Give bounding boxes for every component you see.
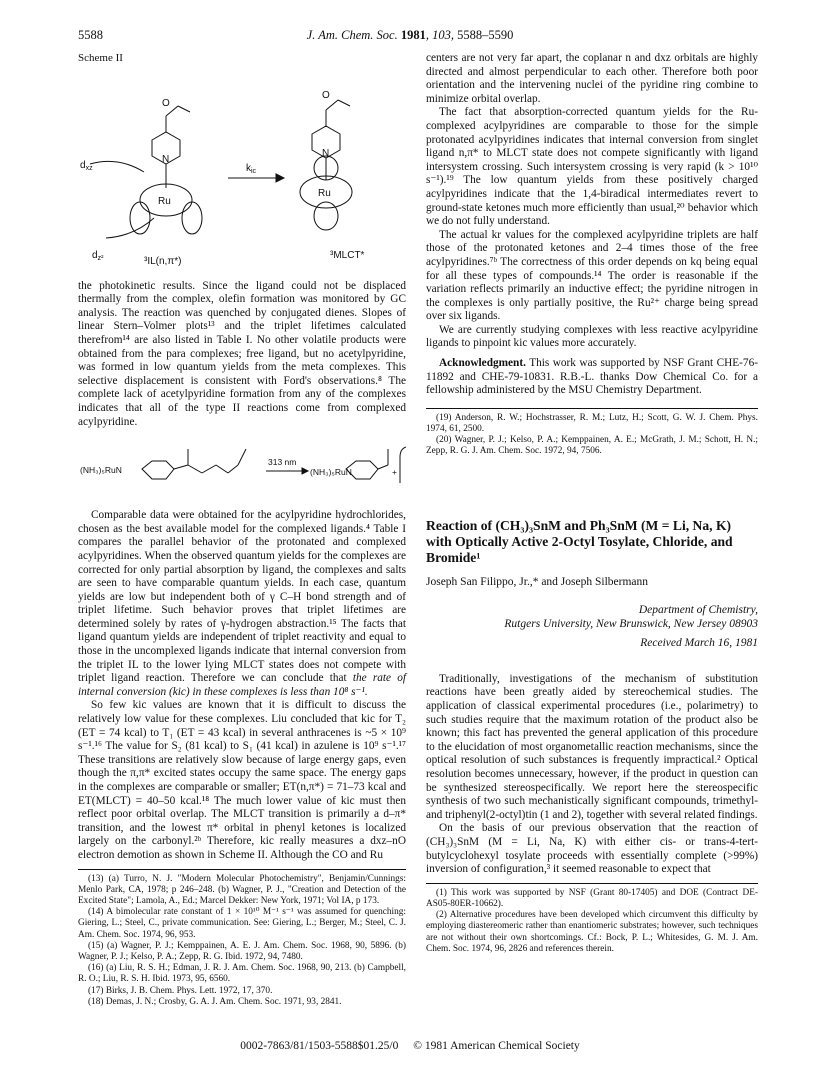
photoreaction-figure [78, 435, 406, 505]
ru-right: Ru [318, 187, 331, 199]
reference-18: (18) Demas, J. N.; Crosby, G. A. J. Am. Chem. Soc. 1971, 93, 2841. [88, 996, 342, 1007]
footnote-2: (2) Alternative procedures have been developed which circumvent this difficulty by employing diastereomeric rather than enantiomeric substrates; however, such techniques are not without their own shortcomings. Cf.: Bock, P. L.; Whitesides, G. M. J. Am. Chem. Soc. 1974, 96, 2826 and references therein. [426, 910, 758, 954]
carbonyl-o-left: O [162, 97, 170, 109]
reference-20: (20) Wagner, P. J.; Kelso, P. A.; Kemppainen, A. E.; McGrath, J. M.; Schott, H. N.; Zepp, R. G. J. Am. Chem. Soc. 1972, 94, 7506. [426, 435, 758, 457]
journal-volume: 103 [432, 28, 451, 42]
article-paragraph-2: On the basis of our previous observation that the reaction of (CH₃)₃SnM (M = Li, Na, K) with either cis- or trans-4-tert-butylcyclohexyl tosylate proceeds with essentially complete (>99%) inversion of configuration,³ it seemed reasonable to expect that [426, 822, 758, 876]
dxz-label: $d_{xz}$ [80, 159, 93, 172]
right-references [426, 413, 758, 458]
footer-copyright: © 1981 American Chemical Society [413, 1040, 580, 1052]
kic-label: $k_{ic}$ [246, 162, 257, 175]
footnote-1: (1) This work was supported by NSF (Grant 80-17405) and DOE (Contract DE-AS05-80ER-10662). [426, 887, 758, 909]
left-column [78, 52, 406, 1008]
mlct-state-label: ³MLCT* [330, 249, 365, 261]
pyridine-n-left: N [162, 153, 170, 165]
page-footer [0, 1040, 820, 1052]
scheme-label: Scheme II [78, 52, 123, 64]
right-paragraph-1: centers are not very far apart, the coplanar n and dxz orbitals are highly directed and almost perpendicular to each other. Therefore both poor orientation and the intervening nuclei of the pyridine ring combine to minimize orbital overlap. [426, 52, 758, 105]
product-label: (NH₃)₅RuN [310, 467, 352, 478]
article-title: Reaction of (CH₃)₃SnM and Ph₃SnM (M = Li, Na, K) with Optically Active 2-Octyl Tosylate, Chloride, and Bromide¹ [426, 517, 733, 565]
carbonyl-o-right: O [322, 89, 330, 101]
acknowledgment-label: Acknowledgment. [439, 357, 526, 370]
right-paragraph-3: The actual kr values for the complexed acylpyridine triplets are half those of the protonated ketones and 2–4 times those of the free acylpyridines.⁷ᵇ The correctness of this order depends on kq being equal for all these types of compounds.¹⁴ The order is reasonable if the variation reflects primarily an inductive effect; the pyridine nitrogen in the complexes is only partially positive, the Ru²⁺ charge being spread over six ligands. [426, 228, 758, 323]
pyridine-n-right: N [322, 147, 330, 159]
wavelength-label: 313 nm [268, 457, 297, 468]
article-footnotes [426, 888, 758, 955]
journal-citation: J. Am. Chem. Soc. 1981, 103, 5588–5590 [306, 28, 514, 42]
conclusion-italic: the rate of internal conversion (kic) in these complexes is less than 10⁸ s⁻¹. [78, 672, 406, 698]
ru-left: Ru [158, 195, 171, 207]
article-footnote-rule [426, 883, 758, 884]
left-paragraph-1: the photokinetic results. Since the ligand could not be displaced thermally from the complex, olefin formation was monitored by GC analysis. The reaction was quenched by conjugated dienes. Slopes of linear Stern–Volmer plots¹³ and the triplet lifetimes calculated therefrom¹⁴ are also listed in Table I. No other volatile products were obtained from the para complexes; free ligand, but no acetylpyridine, was formed in low quantum yields from the meta complexes. This selective displacement is consistent with Ford's observations.⁸ The complete lack of acetylpyridine formation from any of the complexes indicates that all of the type II reactions come from complexed acylpyridine. [78, 279, 406, 428]
reference-14: (14) A bimolecular rate constant of 1 × 10¹⁰ M⁻¹ s⁻¹ was assumed for quenching: Giering, L.; Steel, C., private communication. See: Giering, L.; Berger, M.; Steel, C. J. Am. Chem. Soc. 1974, 96, 953. [78, 907, 406, 940]
reference-17: (17) Birks, J. B. Chem. Phys. Lett. 1972, 17, 370. [88, 985, 273, 996]
right-footnote-rule [426, 408, 758, 409]
right-paragraph-4: We are currently studying complexes with less reactive acylpyridine ligands to pinpoint kic values more accurately. [426, 323, 758, 350]
journal-year: 1981 [400, 28, 426, 42]
running-header [78, 28, 742, 44]
plus-sign: + [392, 467, 397, 478]
journal-name: J. Am. Chem. Soc. [306, 28, 398, 42]
reference-15: (15) (a) Wagner, P. J.; Kemppainen, A. E. J. Am. Chem. Soc. 1968, 90, 5896. (b) Wagner, P. J.; Kelso, P. A.; Zepp, R. G. Ibid. 1972, 94, 7480. [78, 940, 406, 962]
left-paragraph-2: Comparable data were obtained for the acylpyridine hydrochlorides, chosen as the best available model for the complexed ligands.⁴ Table I compares the parallel behavior of the protonated and complexed acylpyridines. When the observed quantum yields for the complexes are corrected for only partial absorption by ligand, the complexes and salts are seen to have comparable quantum yields. In each case, quantum yields are low but independent both of γ C–H bond strength and of triplet lifetime. Such behavior proves that triplet lifetimes are determined solely by rates of γ-hydrogen abstraction.¹⁵ The facts that ligand quantum yields are independent of triplet reactivity and equal to those in the uncomplexed ligands indicate that internal conversion from the triplet IL to the lower lying MLCT states does not compete with triplet ligand reaction. Therefore we can conclude that the rate of internal conversion (kic) in these complexes is less than 10⁸ s⁻¹. [78, 509, 406, 698]
acknowledgment: Acknowledgment. This work was supported by NSF Grant CHE-76-11892 and CHE-79-10831. R.B.-L. thanks Dow Chemical Co. for a fellowship administered by the MSU Chemistry Department. [426, 357, 758, 397]
il-state-label: ³IL(n,π*) [144, 255, 182, 267]
received-date: Received March 16, 1981 [640, 637, 758, 650]
article-authors: Joseph San Filippo, Jr.,* and Joseph Silbermann [426, 575, 649, 588]
page-number: 5588 [78, 28, 103, 42]
dz2-label: $d_{z^2}$ [92, 249, 104, 262]
journal-pages: 5588–5590 [457, 28, 514, 42]
footnote-rule [78, 869, 406, 870]
right-paragraph-2: The fact that absorption-corrected quantum yields for the Ru-complexed acylpyridines are comparable to those for the simple protonated acylpyridines indicates that internal conversion from singlet ligand n,π* to MLCT state does not compete significantly with ligand intersystem crossing. Such intersystem crossing is very rapid (k > 10¹⁰ s⁻¹).¹⁹ The low quantum yields from these positively charged acylpyridines indicate that the 1,4-biradical intermediates revert to ground-state ketones much more efficiently than usual,²⁰ behavior which we do not fully understand. [426, 106, 758, 228]
reactant-label: (NH₃)₅RuN [80, 465, 122, 476]
affiliation-university: Rutgers University, New Brunswick, New Jersey 08903 [504, 618, 758, 631]
reference-13: (13) (a) Turro, N. J. "Modern Molecular Photochemistry", Benjamin/Cunnings: Menlo Park, CA, 1978; p 246–248. (b) Wagner, P. J., "Creation and Detection of the Excited State"; Lamola, A., Ed.; Marcel Dekker: New York, 1971; Vol IA, p 173. [78, 873, 406, 906]
left-paragraph-3: So few kic values are known that it is difficult to discuss the relatively low value for these complexes. Liu concluded that kic for T₂ (ET = 74 kcal) to T₁ (ET = 43 kcal) in several anthracenes is ~5 × 10⁹ s⁻¹.¹⁶ The value for S₂ (81 kcal) to S₁ (41 kcal) in azulene is 10⁹ s⁻¹.¹⁷ These transitions are relatively slow because of large energy gaps, even though the π,π* excited states occupy the same space. The energy gaps in the complexes are comparable or smaller; ET(n,π*) = 71–73 kcal and ET(MLCT) = 40–50 kcal.¹⁸ The much lower value of kic must then reflect poor orbital overlap. The MLCT transition is primarily a d–π* transition, and the lowest π* orbital in phenyl ketones is localized largely on the carbonyl.²ᵇ Therefore, kic really measures a dxz–nO electron demotion as shown in Scheme II. Although the CO and Ru [78, 699, 406, 861]
reference-19: (19) Anderson, R. W.; Hochstrasser, R. M.; Lutz, H.; Scott, G. W. J. Chem. Phys. 1974, 61, 2500. [426, 412, 758, 435]
article-paragraph-1: Traditionally, investigations of the mechanism of substitution reactions have been greatly aided by stereochemical studies. The application of classical experimental procedures (i.e., polarimetry) to such studies require that the maximum rotation of the product also be known; this fact has prevented the general application of this procedure to the elucidation of most organometallic reaction mechanisms, since the optical resolution of such substances is frequently impractical.² Optical resolution becomes unnecessary, however, if the product in question can be synthesized stereospecifically. We report here the stereospecific synthesis of two such mechanistically significant compounds, trimethyl- and triphenyl(2-octyl)tin (1 and 2), together with several related findings. [426, 672, 758, 821]
right-column [426, 52, 758, 955]
affiliation-department: Department of Chemistry, [638, 604, 758, 617]
left-references [78, 874, 406, 1008]
scheme-ii-figure [78, 68, 406, 280]
footer-code: 0002-7863/81/1503-5588$01.25/0 [240, 1040, 399, 1052]
reference-16: (16) (a) Liu, R. S. H.; Edman, J. R. J. Am. Chem. Soc. 1968, 90, 213. (b) Campbell, R. O.; Liu, R. S. H. Ibid. 1973, 95, 6560. [78, 963, 406, 985]
